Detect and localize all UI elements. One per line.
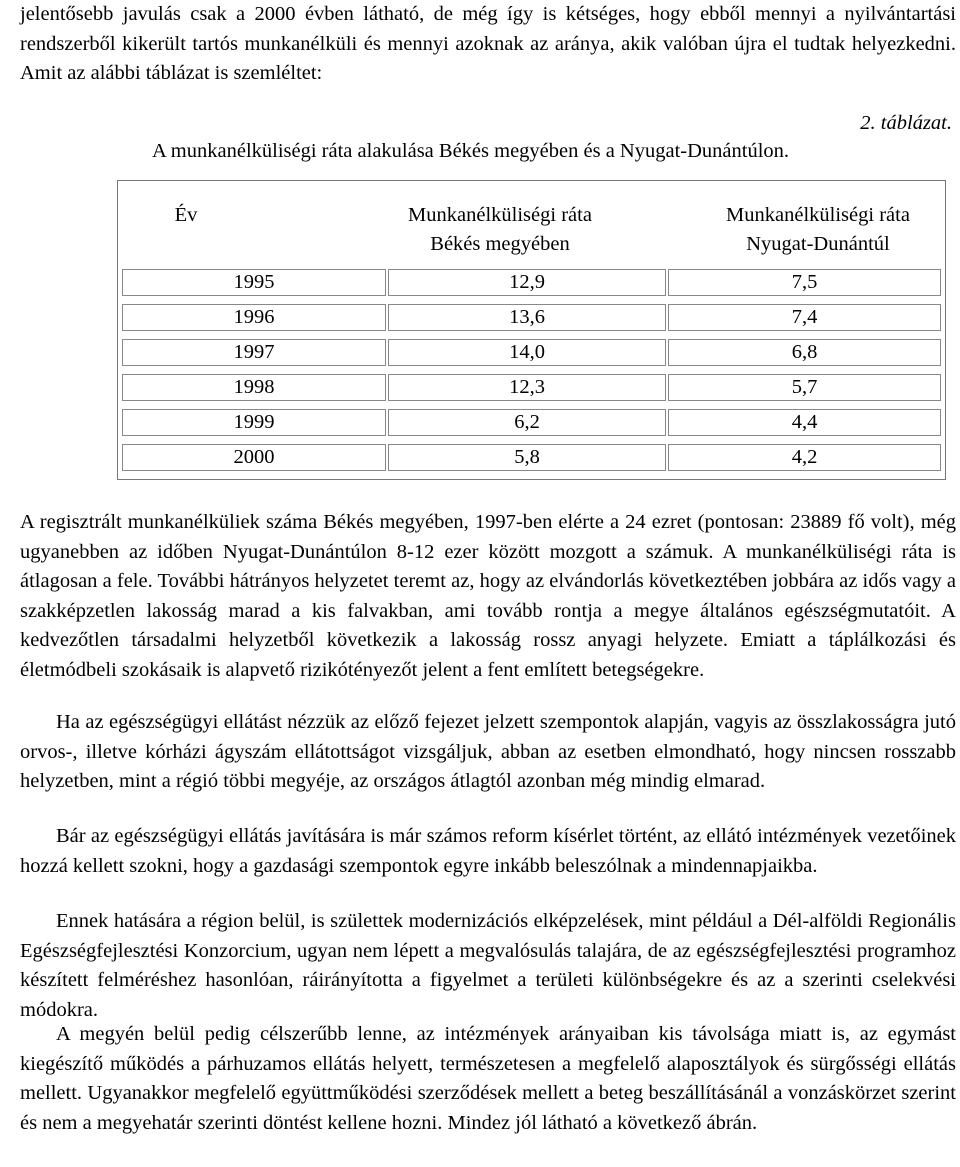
cell-year: 1996 xyxy=(122,304,386,331)
table-row xyxy=(122,269,941,296)
body-paragraph: A megyén belül pedig célszerűbb lenne, az intézmények arányaiban kis távolsága miatt is, az egymást kiegészítő működés a párhuzamos ellátás helyett, természetesen a megfelelő alaposztályok és sürgősségi ellátás mellett. Ugyanakkor megfelelő együttműködési szerződések mellett a beteg beszállításánál a vonzáskörzet szerint és nem a megyehatár szerinti döntést kellene hozni. Mindez jól látható a következő ábrán. xyxy=(20,1023,956,1134)
cell-nyugat-dunantul: 7,4 xyxy=(668,304,941,331)
header-bekes xyxy=(370,201,630,259)
table-row xyxy=(122,374,941,401)
header-year xyxy=(138,201,234,230)
header-nyugat-dunantul xyxy=(698,201,938,259)
body-paragraph: A regisztrált munkanélküliek száma Békés megyében, 1997-ben elérte a 24 ezret (pontosan: 23889 fő volt), még ugyanebben az időben Nyugat-Dunántúlon 8-12 ezer között mozgott a számuk. A munkanélküliségi ráta is átlagosan a fele. További hátrányos helyzetet teremt az, hogy az elvándorlás következtében jobbára az idős vagy a szakképzetlen lakosság marad a kis falvakban, ami tovább rontja a megye általános egészségmutatóit. A kedvezőtlen társadalmi helyzetből következik a lakosság rossz anyagi helyzete. Emiatt a táplálkozási és életmódbeli szokásaik is alapvető rizikótényezőt jelent a fent említett betegségekre. xyxy=(20,511,956,681)
cell-year: 1998 xyxy=(122,374,386,401)
cell-nyugat-dunantul: 7,5 xyxy=(668,269,941,296)
cell-bekes: 6,2 xyxy=(388,409,666,436)
cell-year: 1995 xyxy=(122,269,386,296)
cell-bekes: 5,8 xyxy=(388,444,666,471)
body-paragraph: Ennek hatására a région belül, is születtek modernizációs elképzelések, mint például a Dél-alföldi Regionális Egészségfejlesztési Konzorcium, ugyan nem lépett a megvalósulás talajára, de az egészségfejlesztési programhoz készített felméréshez hasonlóan, ráirányította a figyelmet a területi különbségekre és az a szerinti cselekvési módokra. xyxy=(20,910,956,1021)
header-nyd-line1: Munkanélküliségi ráta xyxy=(726,204,910,226)
table-row xyxy=(122,409,941,436)
table-row xyxy=(122,304,941,331)
cell-nyugat-dunantul: 5,7 xyxy=(668,374,941,401)
header-bekes-line1: Munkanélküliségi ráta xyxy=(408,204,592,226)
header-nyd-line2: Nyugat-Dunántúl xyxy=(746,233,890,255)
table-row xyxy=(122,339,941,366)
cell-bekes: 14,0 xyxy=(388,339,666,366)
cell-bekes: 13,6 xyxy=(388,304,666,331)
cell-nyugat-dunantul: 4,4 xyxy=(668,409,941,436)
cell-nyugat-dunantul: 6,8 xyxy=(668,339,941,366)
cell-year: 2000 xyxy=(122,444,386,471)
table-number-label: 2. táblázat. xyxy=(860,112,952,134)
cell-bekes: 12,3 xyxy=(388,374,666,401)
body-paragraph: Bár az egészségügyi ellátás javítására is már számos reform kísérlet történt, az ellátó intézmények vezetőinek hozzá kellett szokni, hogy a gazdasági szempontok egyre inkább beleszólnak a mindennapjaikba. xyxy=(20,825,956,877)
unemployment-table xyxy=(117,180,946,480)
table-caption: A munkanélküliségi ráta alakulása Békés megyében és a Nyugat-Dunántúlon. xyxy=(152,140,790,162)
header-bekes-line2: Békés megyében xyxy=(430,233,570,255)
cell-year: 1999 xyxy=(122,409,386,436)
cell-year: 1997 xyxy=(122,339,386,366)
cell-nyugat-dunantul: 4,2 xyxy=(668,444,941,471)
body-paragraph: Ha az egészségügyi ellátást nézzük az előző fejezet jelzett szempontok alapján, vagyis az összlakosságra jutó orvos-, illetve kórházi ágyszám ellátottságot vizsgáljuk, abban az esetben elmondható, hogy nincsen rosszabb helyzetben, mint a régió többi megyéje, az országos átlagtól azonban még mindig elmarad. xyxy=(20,711,956,792)
table-row xyxy=(122,444,941,471)
header-year-label: Év xyxy=(174,204,198,226)
intro-paragraph: jelentősebb javulás csak a 2000 évben látható, de még így is kétséges, hogy ebből mennyi a nyilvántartási rendszerből kikerült tartós munkanélküli és mennyi azoknak az aránya, akik valóban újra el tudtak helyezkedni. Amit az alábbi táblázat is szemléltet: xyxy=(20,3,956,84)
cell-bekes: 12,9 xyxy=(388,269,666,296)
